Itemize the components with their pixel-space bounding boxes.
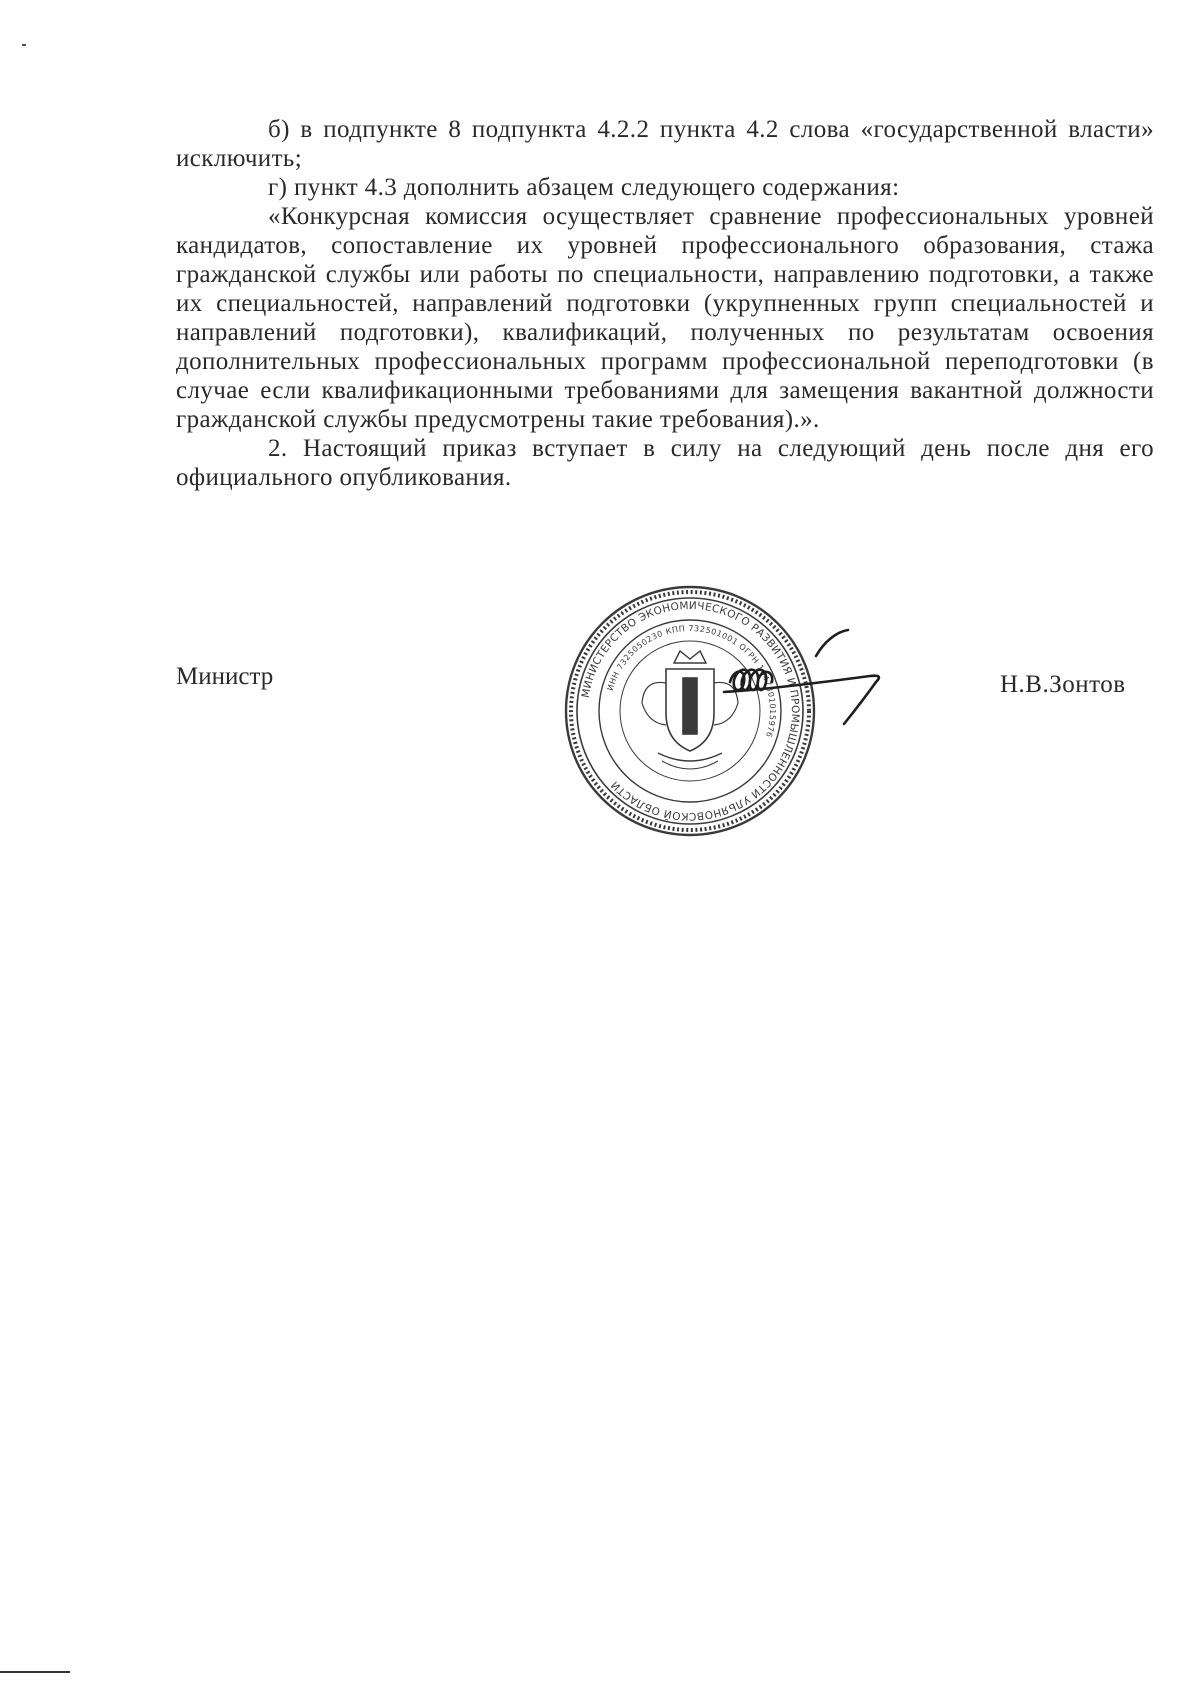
scan-edge-mark xyxy=(0,1671,70,1673)
paragraph-effective-date: 2. Настоящий приказ вступает в силу на следующий день после дня его официального опубликования. xyxy=(176,435,1154,491)
paragraph-subitem-b: б) в подпункте 8 подпункта 4.2.2 пункта 4.2 слова «государственной власти» исключить; xyxy=(176,116,1154,172)
svg-text:ИНН 7325050230 КПП 732501001 О: ИНН 7325050230 КПП 732501001 ОГРН 1047301015976 xyxy=(605,623,778,739)
svg-text:МИНИСТЕРСТВО ЭКОНОМИЧЕСКОГО РА: МИНИСТЕРСТВО ЭКОНОМИЧЕСКОГО РАЗВИТИЯ И ПРОМЫШЛЕННОСТИ УЛЬЯНОВСКОЙ ОБЛАСТИ xyxy=(579,599,802,823)
handwritten-signature xyxy=(720,620,920,740)
paragraph-quoted-addition: «Конкурсная комиссия осуществляет сравнение профессиональных уровней кандидатов, сопоставление их уровней профессионального образования, стажа гражданской службы или работы по специальности, направлению подготовки, а также их специальностей, направлений подготовки (укрупненных групп специальностей и направлений подготовки), квалификаций, полученных по результатам освоения дополнительных профессиональных программ профессиональной переподготовки (в случае если квалификационными требованиями для замещения вакантной должности гражданской службы предусмотрены такие требования).». xyxy=(176,203,1154,433)
signer-name: Н.В.Зонтов xyxy=(1000,671,1126,698)
document-body xyxy=(176,115,1154,492)
scan-mark xyxy=(22,44,26,46)
signature-block xyxy=(0,560,1200,840)
paragraph-subitem-g: г) пункт 4.3 дополнить абзацем следующего содержания: xyxy=(268,174,900,201)
signer-position: Министр xyxy=(176,663,274,690)
